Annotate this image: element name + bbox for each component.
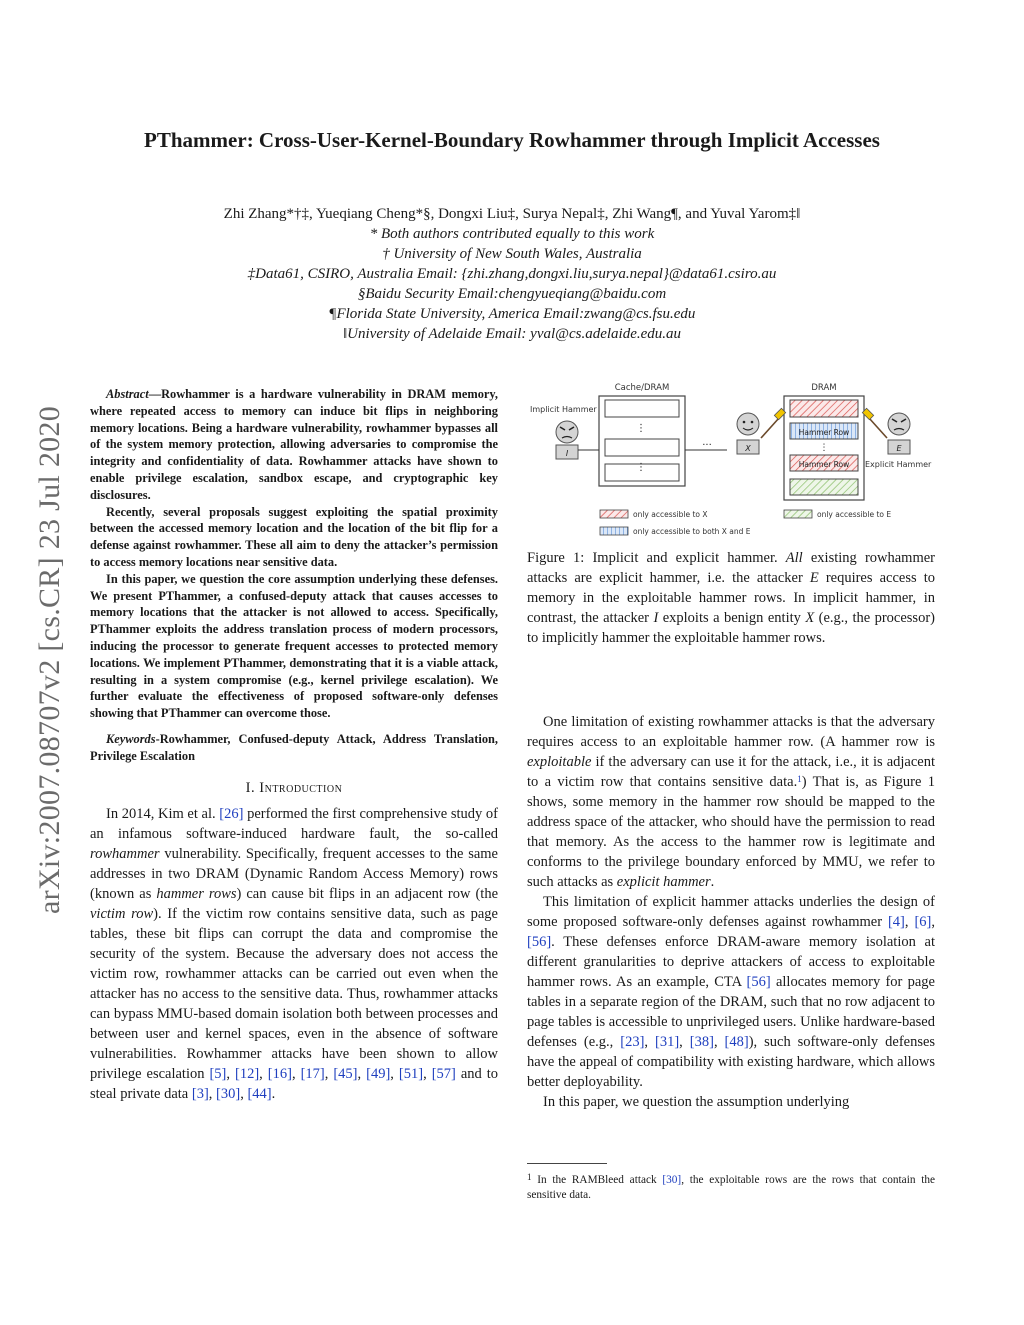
citation-link[interactable]: [31] xyxy=(655,1034,680,1050)
cache-row xyxy=(605,439,679,456)
body-paragraph: One limitation of existing rowhammer attacks is that the adversary requires access to an exploitable hammer row. (A hammer row is exploitable if the adversary can use it for the attack, i.e., it is adjacent to a victim row that contains sensitive data.$^1$) That is, as Figure 1 shows, some memory in the hammer row should be mapped to the address space of the attacker, who should have the permission to read that memory. As the access to the hammer row is legitimate and conforms to the privilege boundary enforced by MMU, we refer to such attacks as explicit hammer. xyxy=(527,714,935,890)
arxiv-sidebar xyxy=(26,360,74,960)
citation-link[interactable]: [49] xyxy=(366,1065,391,1082)
entity-x-label: X xyxy=(745,444,751,453)
legend-swatch-both xyxy=(600,527,628,535)
abstract xyxy=(90,386,498,765)
legend-e-only: only accessible to E xyxy=(817,510,892,519)
figure-1-caption: Figure 1: Implicit and explicit hammer. All existing rowhammer attacks are explicit hammer, i.e. the attacker E requires access to memory in the exploitable hammer rows. In implicit hammer, in contrast, the attacker I exploits a benign entity X (e.g., the processor) to implicitly hammer the exploitable hammer rows. xyxy=(527,550,935,646)
body-paragraph: This limitation of explicit hammer attacks underlies the design of some proposed software-only defenses against rowhammer [4], [6], [56]. These defenses enforce DRAM-aware memory isolation at different granularities to deprive attackers of access to exploitable hammer rows. As an example, CTA [56] allocates memory for page tables in a separate region of the DRAM, such that no row adjacent to page tables is accessible to unprivileged users. Unlike hardware-based defenses (e.g., [23], [31], [38], [48]), such software-only defenses have the appeal of compatibility with existing hardware, which allows better deployability. xyxy=(527,894,936,1090)
arxiv-identifier: arXiv:2007.08707v2 [cs.CR] 23 Jul 2020 xyxy=(33,405,66,915)
implicit-hammer-label: Implicit Hammer xyxy=(530,405,597,414)
citation-link[interactable]: [16] xyxy=(267,1065,292,1082)
citation-link[interactable]: [38] xyxy=(689,1034,714,1050)
keywords-label: Keywords xyxy=(106,731,156,746)
affiliation-5: ¶Florida State University, America Email:zwang@cs.fsu.edu xyxy=(328,306,696,322)
cache-row xyxy=(605,400,679,417)
citation-link[interactable]: [26] xyxy=(219,805,244,822)
attacker-i-label: I xyxy=(565,449,569,458)
citation-link[interactable]: [56] xyxy=(527,934,552,950)
left-column xyxy=(90,386,498,1104)
citation-link[interactable]: [51] xyxy=(398,1065,424,1082)
footnote-number: 1 xyxy=(527,1172,532,1182)
figure-1-diagram xyxy=(527,378,937,546)
citation-link[interactable]: [56] xyxy=(746,974,771,990)
citation-link[interactable]: [30] xyxy=(662,1174,682,1186)
hammer-row-2-label: Hammer Row xyxy=(798,460,850,469)
cache-dram-label: Cache/DRAM xyxy=(614,383,670,393)
footnote: $^1$ In the RAMBleed attack [30], the exploitable rows are the rows that contain the sensitive data. xyxy=(527,1172,936,1201)
vertical-ellipsis-icon: ⋮ xyxy=(636,423,646,434)
vertical-ellipsis-icon: ⋮ xyxy=(819,443,829,453)
citation-link[interactable]: [23] xyxy=(620,1034,645,1050)
legend-x-only: only accessible to X xyxy=(633,510,708,519)
abstract-p2: Recently, several proposals suggest exploiting the spatial proximity between the accessed memory location and the location of the bit flip for a defense against rowhammer. These all aim to deny the attacker’s permission to access memory locations near sensitive data. xyxy=(90,504,498,569)
abstract-p3: In this paper, we question the core assumption underlying these defenses. We present PThammer, a confused-deputy attack that causes accesses to memory locations that the attacker is not allowed to access. Specifically, PThammer exploits the address translation process of modern processors, inducing the processor to generate frequent accesses to protected memory locations. We implement PThammer, demonstrating that it is a viable attack, resulting in a system compromise (e.g., kernel privilege escalation). We further evaluate the effectiveness of proposed software-only defenses showing that PThammer can overcome those. xyxy=(90,571,498,721)
affiliation-6: ‖University of Adelaide Email: yval@cs.adelaide.edu.au xyxy=(342,326,682,342)
footnote-divider xyxy=(527,1163,607,1164)
figure-1 xyxy=(527,378,937,548)
abstract-label: Abstract xyxy=(106,387,149,401)
right-column xyxy=(527,712,935,1112)
citation-link[interactable]: [45] xyxy=(333,1065,358,1082)
citation-link[interactable]: [12] xyxy=(235,1065,260,1082)
vertical-ellipsis-icon: ⋮ xyxy=(636,462,646,473)
citation-link[interactable]: [17] xyxy=(300,1065,325,1082)
legend-swatch-e-only xyxy=(784,510,812,518)
explicit-hammer-label: Explicit Hammer xyxy=(865,460,932,469)
citation-link[interactable]: [6] xyxy=(914,914,932,930)
section-heading xyxy=(90,778,498,798)
author-list: Zhi Zhang*†‡, Yueqiang Cheng*§, Dongxi Liu‡, Surya Nepal‡, Zhi Wang¶, and Yuval Yarom‡‖ xyxy=(223,206,801,222)
section-number: I. xyxy=(245,779,256,796)
dram-label: DRAM xyxy=(811,383,837,393)
hammer-icon xyxy=(761,408,786,438)
affiliation-3: ‡Data61, CSIRO, Australia Email: {zhi.zhang,dongxi.liu,surya.nepal}@data61.csiro.au xyxy=(247,266,777,282)
attacker-e-label: E xyxy=(896,444,902,453)
section-title: Introduction xyxy=(259,779,343,796)
affiliation-1: * Both authors contributed equally to this work xyxy=(369,226,655,242)
affiliation-2: † University of New South Wales, Australia xyxy=(382,246,642,262)
abstract-p1: —Rowhammer is a hardware vulnerability in DRAM memory, where repeated access to memory can induce bit flips in neighboring memory locations. Being a hardware vulnerability, rowhammer bypasses all of the system memory protection, allowing adversaries to compromise the integrity and confidentiality of data. Rowhammer attacks have shown to enable privilege escalation, sandbox escape, and cryptographic key disclosures. xyxy=(90,387,498,502)
paper-title: PThammer: Cross-User-Kernel-Boundary Rowhammer through Implicit Accesses xyxy=(144,128,880,152)
legend-both: only accessible to both X and E xyxy=(633,527,751,536)
affiliation-4: §Baidu Security Email:chengyueqiang@baidu.com xyxy=(357,286,667,302)
citation-link[interactable]: [44] xyxy=(247,1085,272,1102)
horizontal-ellipsis-icon: ··· xyxy=(702,440,712,451)
legend-swatch-x-only xyxy=(600,510,628,518)
citation-link[interactable]: [57] xyxy=(431,1065,456,1082)
keywords-text: -Rowhammer, Confused-deputy Attack, Address Translation, Privilege Escalation xyxy=(90,731,498,763)
body-paragraph: In this paper, we question the assumption underlying xyxy=(543,1094,850,1110)
hammer-row-1-label: Hammer Row xyxy=(798,428,850,437)
dram-row-e-only xyxy=(790,479,858,495)
intro-paragraph: In 2014, Kim et al. [26] performed the first comprehensive study of an infamous software-induced hardware fault, the so-called rowhammer vulnerability. Specifically, frequent accesses to the same addresses in two DRAM (Dynamic Random Access Memory) rows (known as hammer rows) can cause bit flips in an adjacent row (the victim row). If the victim row contains sensitive data, such as page tables, these bit flips can corrupt the data and compromise the security of the system. Because the adversary does not access the victim row, rowhammer attacks can be carried out even when the attacker has no access to the sensitive data. Thus, rowhammer attacks can bypass MMU-based domain isolation both between processes and between user and kernel spaces, even in the absence of software vulnerabilities. Rowhammer attacks have been shown to allow privilege escalation [5], [12], [16], [17], [45], [49], [51], [57] and to steal private data [3], [30], [44]. xyxy=(90,805,499,1102)
citation-link[interactable]: [5] xyxy=(209,1065,227,1082)
author-block xyxy=(0,204,1024,344)
dram-row-x-only xyxy=(790,400,858,417)
figure-1-caption-block xyxy=(527,548,935,648)
citation-link[interactable]: [48] xyxy=(724,1034,749,1050)
citation-link[interactable]: [3] xyxy=(191,1085,209,1102)
citation-link[interactable]: [30] xyxy=(216,1085,241,1102)
citation-link[interactable]: [4] xyxy=(887,914,905,930)
footnote-marker[interactable]: 1 xyxy=(797,774,802,784)
hammer-icon xyxy=(862,408,887,438)
